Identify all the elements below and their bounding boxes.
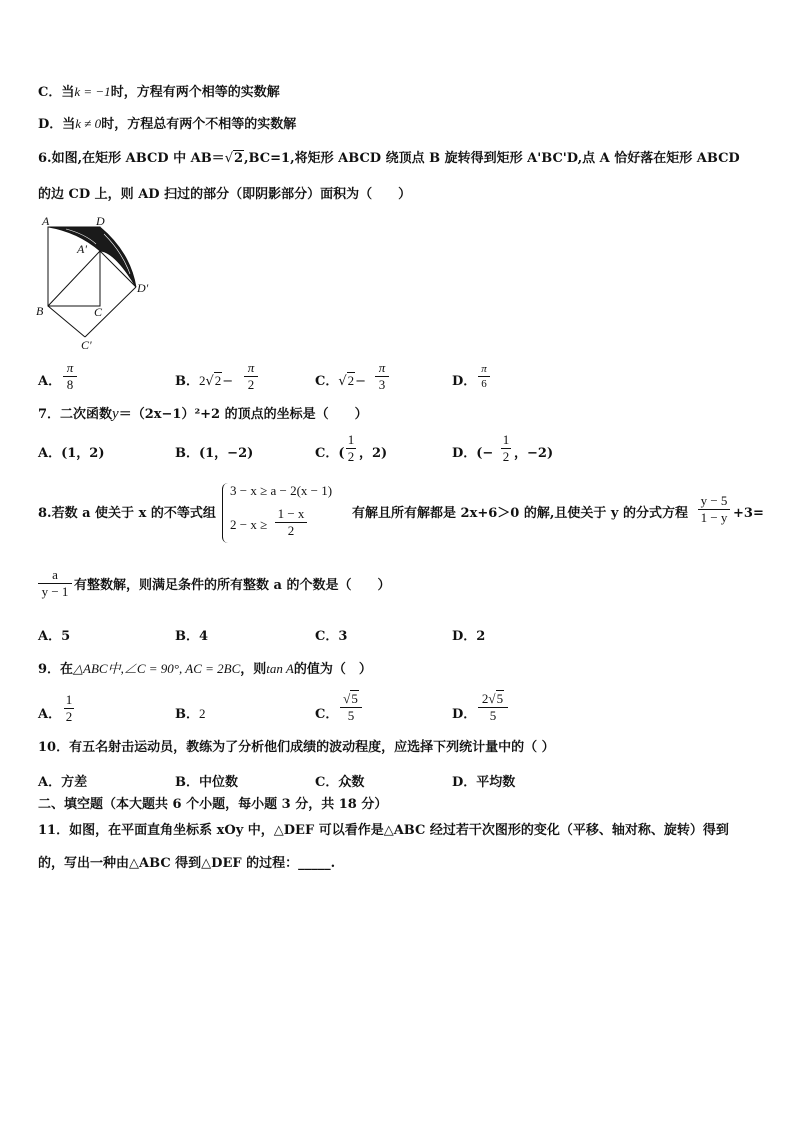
q6-b-rad: 2 <box>214 373 222 388</box>
q10-option-b[interactable]: B．中位数 <box>175 775 238 790</box>
q5-option-d-label: D．当 <box>38 117 76 132</box>
q8-inequality-1: 3 − x ≥ a − 2(x − 1) <box>230 483 333 498</box>
q9-a-den: 2 <box>65 709 73 724</box>
q7-d-den: 2 <box>502 449 510 464</box>
q7-stem-part2: ＝（2x−1）²+2 的顶点的坐标是（ ） <box>118 407 368 422</box>
q8-line2-den: y − 1 <box>41 584 69 599</box>
label-d: D <box>96 214 105 228</box>
q8-option-b[interactable]: B．4 <box>175 629 209 644</box>
q10-option-d[interactable]: D．平均数 <box>452 775 516 790</box>
q6-option-d[interactable] <box>452 370 476 389</box>
q6-option-b-fraction <box>244 361 258 392</box>
shaded-region <box>48 227 136 287</box>
q5-option-d[interactable] <box>38 116 296 133</box>
q9-stem <box>38 661 372 678</box>
q6-c-num: π <box>378 360 386 375</box>
q8-brace <box>222 483 229 543</box>
q6-b-den: 2 <box>247 377 255 392</box>
q6-option-b-label: B． <box>175 374 199 389</box>
q7-stem-part1: 7．二次函数 <box>38 407 113 422</box>
q7-stem <box>38 406 368 423</box>
q10-option-c[interactable]: C．众数 <box>315 775 365 790</box>
q9-option-d-label: D． <box>452 707 477 722</box>
label-a: A <box>42 214 50 228</box>
q5-option-d-text: 时，方程总有两个不相等的实数解 <box>101 117 297 132</box>
q7-option-c[interactable] <box>315 442 345 461</box>
q8-ineq2-den: 2 <box>287 523 295 538</box>
q7-d-pre: D．(− <box>452 446 494 461</box>
q9-option-d-fraction: 2√5 5 <box>478 692 508 723</box>
q7-option-b[interactable]: B．(1，−2) <box>175 446 254 461</box>
q8-inequality-2-fraction <box>275 507 307 538</box>
q6-option-b[interactable]: B．2√2− <box>175 373 234 389</box>
q9-option-a-fraction <box>64 693 74 724</box>
q8-ineq2-num: 1 − x <box>277 506 305 521</box>
q8-frac-num: y − 5 <box>700 493 728 508</box>
q9-option-b-label: B． <box>175 707 199 722</box>
q6-b-num: π <box>247 360 255 375</box>
q6-option-a-fraction <box>63 361 77 392</box>
q8-stem-part1: 8.若数 a 使关于 x 的不等式组 <box>38 506 216 521</box>
q6-a-den: 8 <box>66 377 74 392</box>
q5-option-c-label: C．当 <box>38 85 75 100</box>
q7-option-d[interactable] <box>452 442 493 461</box>
q6-stem-line1: 6.如图,在矩形 ABCD 中 AB＝√2,BC=1,将矩形 ABCD 绕顶点 B 旋转得到矩形 A'BC'D,点 A 恰好落在矩形 ABCD <box>38 151 740 166</box>
q7-option-c-tail: ，2) <box>359 446 388 461</box>
q5-option-c[interactable] <box>38 84 280 101</box>
q6-option-a[interactable] <box>38 370 61 389</box>
q9-c-rad: 5 <box>351 691 358 706</box>
q9-stem-part2: ，则 <box>240 662 267 677</box>
q7-option-a[interactable]: A．(1，2) <box>38 446 105 461</box>
q6-b-pre: 2 <box>199 373 206 388</box>
q6-stem-part2: ,BC=1,将矩形 ABCD 绕顶点 B 旋转得到矩形 A'BC'D,点 A 恰好落在矩形 ABCD <box>244 151 740 166</box>
label-c: C <box>94 305 103 319</box>
q9-tan-a: tan A <box>266 661 294 676</box>
q6-sqrt2: 2 <box>233 151 244 166</box>
q9-option-c[interactable] <box>315 703 338 722</box>
q8-option-d[interactable]: D．2 <box>452 629 486 644</box>
q8-option-a[interactable]: A．5 <box>38 629 71 644</box>
q8-inequality-2-left: 2 − x ≥ <box>230 517 268 532</box>
line-ba-prime <box>48 251 100 306</box>
q7-option-c-fraction <box>346 433 356 464</box>
q8-stem-part2: 有解且所有解都是 2x+6＞0 的解,且使关于 y 的分式方程 <box>352 506 688 521</box>
q8-stem-line2: 有整数解，则满足条件的所有整数 a 的个数是（ ） <box>74 578 391 593</box>
q9-option-c-fraction: √5 5 <box>340 692 362 723</box>
line-c-prime-b <box>48 306 85 337</box>
q5-option-c-text: 时，方程有两个相等的实数解 <box>110 85 280 100</box>
q6-c-minus: − <box>355 374 367 389</box>
q7-option-d-tail: ，−2) <box>514 446 554 461</box>
q8-equation-fraction <box>698 494 730 525</box>
q9-a-num: 1 <box>65 692 73 707</box>
q5-option-d-condition: k ≠ 0 <box>75 116 102 131</box>
q9-option-d[interactable] <box>452 703 476 722</box>
q6-stem-line2: 的边 CD 上，则 AD 扫过的部分（即阴影部分）面积为（ ） <box>38 187 412 202</box>
q6-a-num: π <box>66 360 74 375</box>
q7-c-den: 2 <box>347 449 355 464</box>
label-a-prime: A' <box>77 242 87 256</box>
q9-stem-part3: 的值为（ ） <box>293 662 372 677</box>
q11-stem-line2: 的，写出一种由△ABC 得到△DEF 的过程：_____. <box>38 856 336 871</box>
q8-frac-den: 1 − y <box>700 510 728 525</box>
q9-option-c-label: C． <box>315 707 339 722</box>
q9-d-pre: 2 <box>481 691 489 706</box>
q6-option-d-label: D． <box>452 374 477 389</box>
q8-stem-part3: +3= <box>733 506 764 521</box>
label-b: B <box>36 304 44 318</box>
q6-figure <box>30 212 160 357</box>
q7-d-num: 1 <box>502 432 510 447</box>
q5-option-c-condition: k = −1 <box>74 84 111 99</box>
q9-option-b[interactable] <box>175 703 206 722</box>
q8-line2-fraction <box>38 568 72 599</box>
q6-option-c-label: C． <box>315 374 339 389</box>
label-c-prime: C' <box>81 338 92 352</box>
q9-c-den: 5 <box>347 708 355 723</box>
q7-y: y <box>112 406 119 422</box>
q9-option-a[interactable] <box>38 703 61 722</box>
q6-b-minus: − <box>222 374 234 389</box>
q7-option-d-fraction <box>501 433 511 464</box>
q6-option-c[interactable]: C．√2− <box>315 373 367 389</box>
q6-option-a-label: A． <box>38 374 62 389</box>
q8-line2-num: a <box>52 567 58 582</box>
q7-c-pre: C．( <box>315 446 345 461</box>
label-d-prime: D' <box>137 281 149 295</box>
q9-b-val: 2 <box>199 706 206 721</box>
q11-stem-line1: 11．如图，在平面直角坐标系 xOy 中，△DEF 可以看作是△ABC 经过若干次图形的变化（平移、轴对称、旋转）得到 <box>38 823 729 838</box>
q9-d-den: 5 <box>489 708 497 723</box>
q9-stem-part1: 9．在 <box>38 662 74 677</box>
q8-option-c[interactable]: C．3 <box>315 629 348 644</box>
q6-d-den: 6 <box>481 378 487 390</box>
q10-stem: 10．有五名射击运动员，教练为了分析他们成绩的波动程度，应选择下列统计量中的（ ） <box>38 740 555 755</box>
q6-option-c-fraction <box>375 361 389 392</box>
q6-c-den: 3 <box>378 377 386 392</box>
q9-stem-math: △ABC中,∠C = 90°, AC = 2BC <box>73 661 241 676</box>
section-title-fill-in: 二、填空题（本大题共 6 个小题，每小题 3 分，共 18 分） <box>38 797 388 812</box>
q6-option-d-fraction <box>478 363 490 390</box>
q6-c-rad: 2 <box>347 373 355 388</box>
q7-c-num: 1 <box>347 432 355 447</box>
q9-option-a-label: A． <box>38 707 62 722</box>
q9-d-rad: 5 <box>496 691 504 706</box>
line-d-prime-c-prime <box>85 287 136 337</box>
q6-d-num: π <box>481 363 487 375</box>
q6-stem-part1: 6.如图,在矩形 ABCD 中 AB＝ <box>38 151 225 166</box>
q10-option-a[interactable]: A．方差 <box>38 775 88 790</box>
